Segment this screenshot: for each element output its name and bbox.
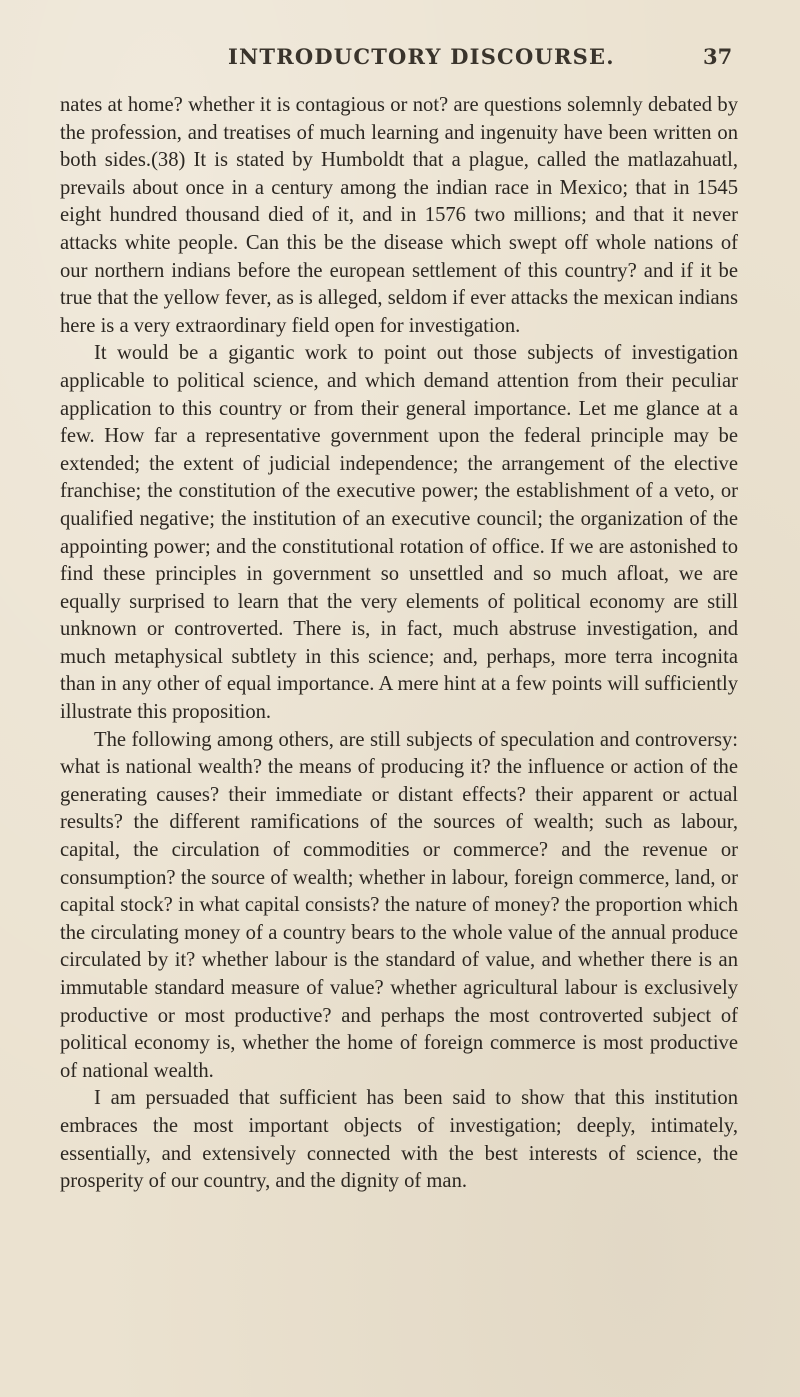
body-text — [60, 92, 738, 1196]
paragraph-1: nates at home? whether it is contagious or not? are questions solemnly debated by the profession, and treatises of much learning and ingenuity have been written on both sides.(38) It is stated by Humboldt that a plague, called the matlazahuatl, prevails about once in a century among the indian race in Mexico; that in 1545 eight hundred thousand died of it, and in 1576 two millions; and that it never attacks white people. Can this be the disease which swept off whole nations of our northern indians before the european settlement of this country? and if it be true that the yellow fever, as is alleged, seldom if ever attacks the mexican indians here is a very extraordinary field open for investigation. — [60, 94, 738, 337]
paragraph-2: It would be a gigantic work to point out those subjects of investigation applicable to political science, and which demand attention from their peculiar application to this country or from their general importance. Let me glance at a few. How far a representative government upon the federal principle may be extended; the extent of judicial independence; the arrangement of the elective franchise; the constitution of the executive power; the establishment of a veto, or qualified negative; the institution of an executive council; the organization of the appointing power; and the constitutional rotation of office. If we are astonished to find these principles in government so unsettled and so much afloat, we are equally surprised to learn that the very elements of political economy are still unknown or controverted. There is, in fact, much abstruse investigation, and much metaphysical subtlety in this science; and, perhaps, more terra incognita than in any other of equal importance. A mere hint at a few points will sufficiently illustrate this proposition. — [60, 342, 738, 724]
paragraph-3: The following among others, are still subjects of speculation and controversy: what is national wealth? the means of producing it? the influence or action of the generating causes? their immediate or distant effects? their apparent or actual results? the different ramifications of the sources of wealth; such as labour, capital, the circulation of commodities or commerce? and the revenue or consumption? the source of wealth; whether in labour, foreign commerce, land, or capital stock? in what capital consists? the nature of money? the proportion which the circulating money of a country bears to the whole value of the annual produce circulated by it? whether labour is the standard of value, and whether there is an immutable standard measure of value? whether agricultural labour is exclusively productive or most productive? and perhaps the most controverted subject of political economy is, whether the home of foreign commerce is most productive of national wealth. — [60, 728, 738, 1082]
running-head-title: INTRODUCTORY DISCOURSE. — [228, 44, 615, 69]
paragraph-4: I am persuaded that sufficient has been said to show that this institution embraces the most important objects of investigation; deeply, intimately, essentially, and extensively connected with the best interests of science, the prosperity of our country, and the dignity of man. — [60, 1087, 738, 1193]
page-number: 37 — [703, 44, 733, 69]
